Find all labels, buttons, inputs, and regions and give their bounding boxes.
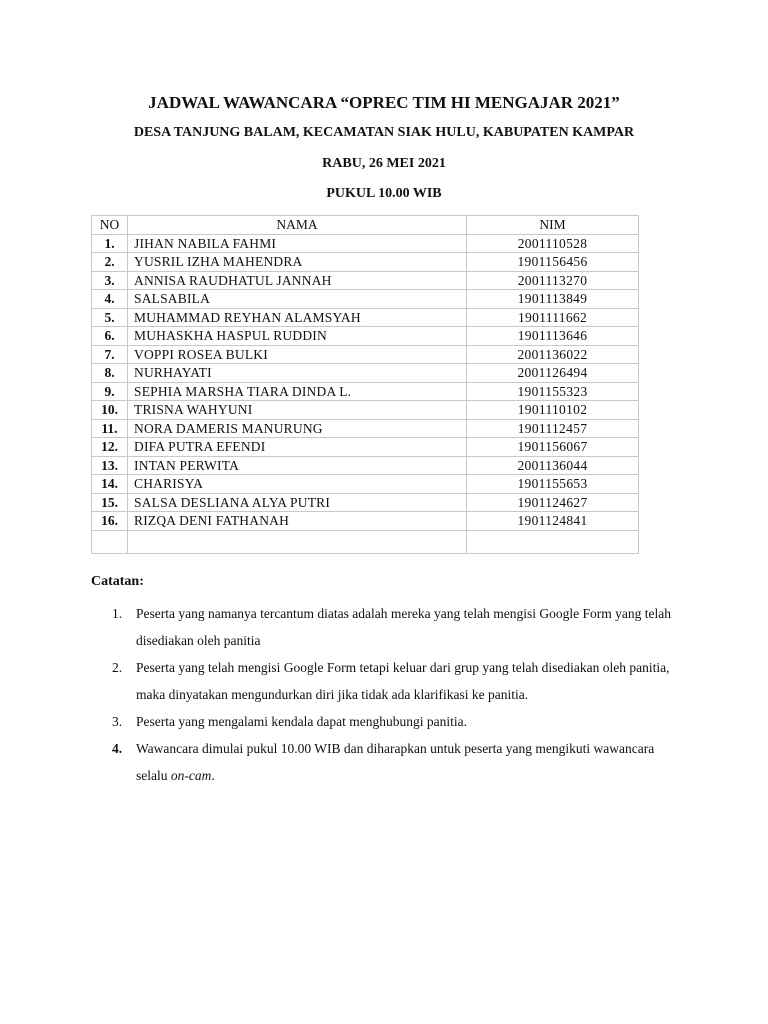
table-row — [92, 401, 639, 420]
note-number: 4. — [112, 741, 123, 756]
row-number: 3. — [92, 271, 128, 290]
row-name: TRISNA WAHYUNI — [128, 401, 467, 420]
row-number: 5. — [92, 308, 128, 327]
row-nim: 1901156067 — [467, 438, 639, 457]
row-number: 15. — [92, 493, 128, 512]
table-row — [92, 419, 639, 438]
empty-cell — [128, 530, 467, 553]
row-name: SALSA DESLIANA ALYA PUTRI — [128, 493, 467, 512]
row-name: DIFA PUTRA EFENDI — [128, 438, 467, 457]
row-name: YUSRIL IZHA MAHENDRA — [128, 253, 467, 272]
note-item — [91, 654, 681, 708]
note-item — [91, 600, 681, 654]
row-nim: 1901124627 — [467, 493, 639, 512]
table-row — [92, 382, 639, 401]
note-text: Peserta yang namanya tercantum diatas adalah mereka yang telah mengisi Google Form yang telah disediakan oleh panitia — [136, 606, 671, 648]
note-text: Peserta yang telah mengisi Google Form tetapi keluar dari grup yang telah disediakan oleh panitia, maka dinyatakan mengundurkan diri jika tidak ada klarifikasi ke panitia. — [136, 660, 670, 702]
table-row — [92, 493, 639, 512]
row-nim: 1901155653 — [467, 475, 639, 494]
page-title: JADWAL WAWANCARA “OPREC TIM HI MENGAJAR 2021” — [148, 93, 620, 112]
note-text-main: Wawancara dimulai pukul 10.00 WIB dan diharapkan untuk peserta yang mengikuti wawancara selalu — [136, 741, 655, 783]
table-row — [92, 456, 639, 475]
row-number: 16. — [92, 512, 128, 531]
row-name: SALSABILA — [128, 290, 467, 309]
header-nama: NAMA — [128, 216, 467, 235]
row-nim: 1901110102 — [467, 401, 639, 420]
table-row — [92, 438, 639, 457]
table-row-empty — [92, 530, 639, 553]
location-subtitle: DESA TANJUNG BALAM, KECAMATAN SIAK HULU, KABUPATEN KAMPAR — [133, 125, 635, 140]
table-row — [92, 475, 639, 494]
row-name: SEPHIA MARSHA TIARA DINDA L. — [128, 382, 467, 401]
row-number: 13. — [92, 456, 128, 475]
row-number: 4. — [92, 290, 128, 309]
row-number: 10. — [92, 401, 128, 420]
row-name: MUHASKHA HASPUL RUDDIN — [128, 327, 467, 346]
row-nim: 1901112457 — [467, 419, 639, 438]
row-number: 11. — [92, 419, 128, 438]
row-nim: 1901124841 — [467, 512, 639, 531]
time-line: PUKUL 10.00 WIB — [326, 186, 442, 201]
row-number: 8. — [92, 364, 128, 383]
row-name: CHARISYA — [128, 475, 467, 494]
note-text — [136, 735, 681, 789]
row-number: 6. — [92, 327, 128, 346]
header-no: NO — [92, 216, 128, 235]
row-nim: 2001110528 — [467, 234, 639, 253]
row-name: MUHAMMAD REYHAN ALAMSYAH — [128, 308, 467, 327]
schedule-table — [91, 215, 639, 554]
row-nim: 1901113646 — [467, 327, 639, 346]
table-row — [92, 345, 639, 364]
note-number: 3. — [112, 714, 123, 729]
table-header-row — [92, 216, 639, 235]
empty-cell — [467, 530, 639, 553]
table-row — [92, 271, 639, 290]
row-name: VOPPI ROSEA BULKI — [128, 345, 467, 364]
row-nim: 1901111662 — [467, 308, 639, 327]
row-number: 1. — [92, 234, 128, 253]
notes-title: Catatan: — [91, 574, 144, 589]
note-item — [91, 735, 681, 789]
row-name: INTAN PERWITA — [128, 456, 467, 475]
row-nim: 2001126494 — [467, 364, 639, 383]
row-number: 2. — [92, 253, 128, 272]
notes-list — [91, 600, 681, 789]
note-text-italic: on-cam — [170, 768, 212, 783]
empty-cell — [92, 530, 128, 553]
table-row — [92, 512, 639, 531]
row-number: 14. — [92, 475, 128, 494]
row-nim: 2001136044 — [467, 456, 639, 475]
note-text-end: . — [211, 768, 215, 783]
date-line: RABU, 26 MEI 2021 — [322, 156, 446, 171]
row-name: RIZQA DENI FATHANAH — [128, 512, 467, 531]
row-nim: 1901156456 — [467, 253, 639, 272]
table-row — [92, 234, 639, 253]
table-row — [92, 327, 639, 346]
row-name: NORA DAMERIS MANURUNG — [128, 419, 467, 438]
row-nim: 2001113270 — [467, 271, 639, 290]
note-number: 2. — [112, 660, 123, 675]
row-name: JIHAN NABILA FAHMI — [128, 234, 467, 253]
note-text: Peserta yang mengalami kendala dapat menghubungi panitia. — [136, 714, 468, 729]
row-nim: 1901113849 — [467, 290, 639, 309]
header-nim: NIM — [467, 216, 639, 235]
row-nim: 2001136022 — [467, 345, 639, 364]
note-number: 1. — [112, 606, 123, 621]
table-row — [92, 364, 639, 383]
row-name: NURHAYATI — [128, 364, 467, 383]
row-number: 12. — [92, 438, 128, 457]
row-name: ANNISA RAUDHATUL JANNAH — [128, 271, 467, 290]
row-number: 9. — [92, 382, 128, 401]
table-row — [92, 308, 639, 327]
table-row — [92, 290, 639, 309]
row-number: 7. — [92, 345, 128, 364]
note-item — [91, 708, 681, 735]
row-nim: 1901155323 — [467, 382, 639, 401]
table-row — [92, 253, 639, 272]
